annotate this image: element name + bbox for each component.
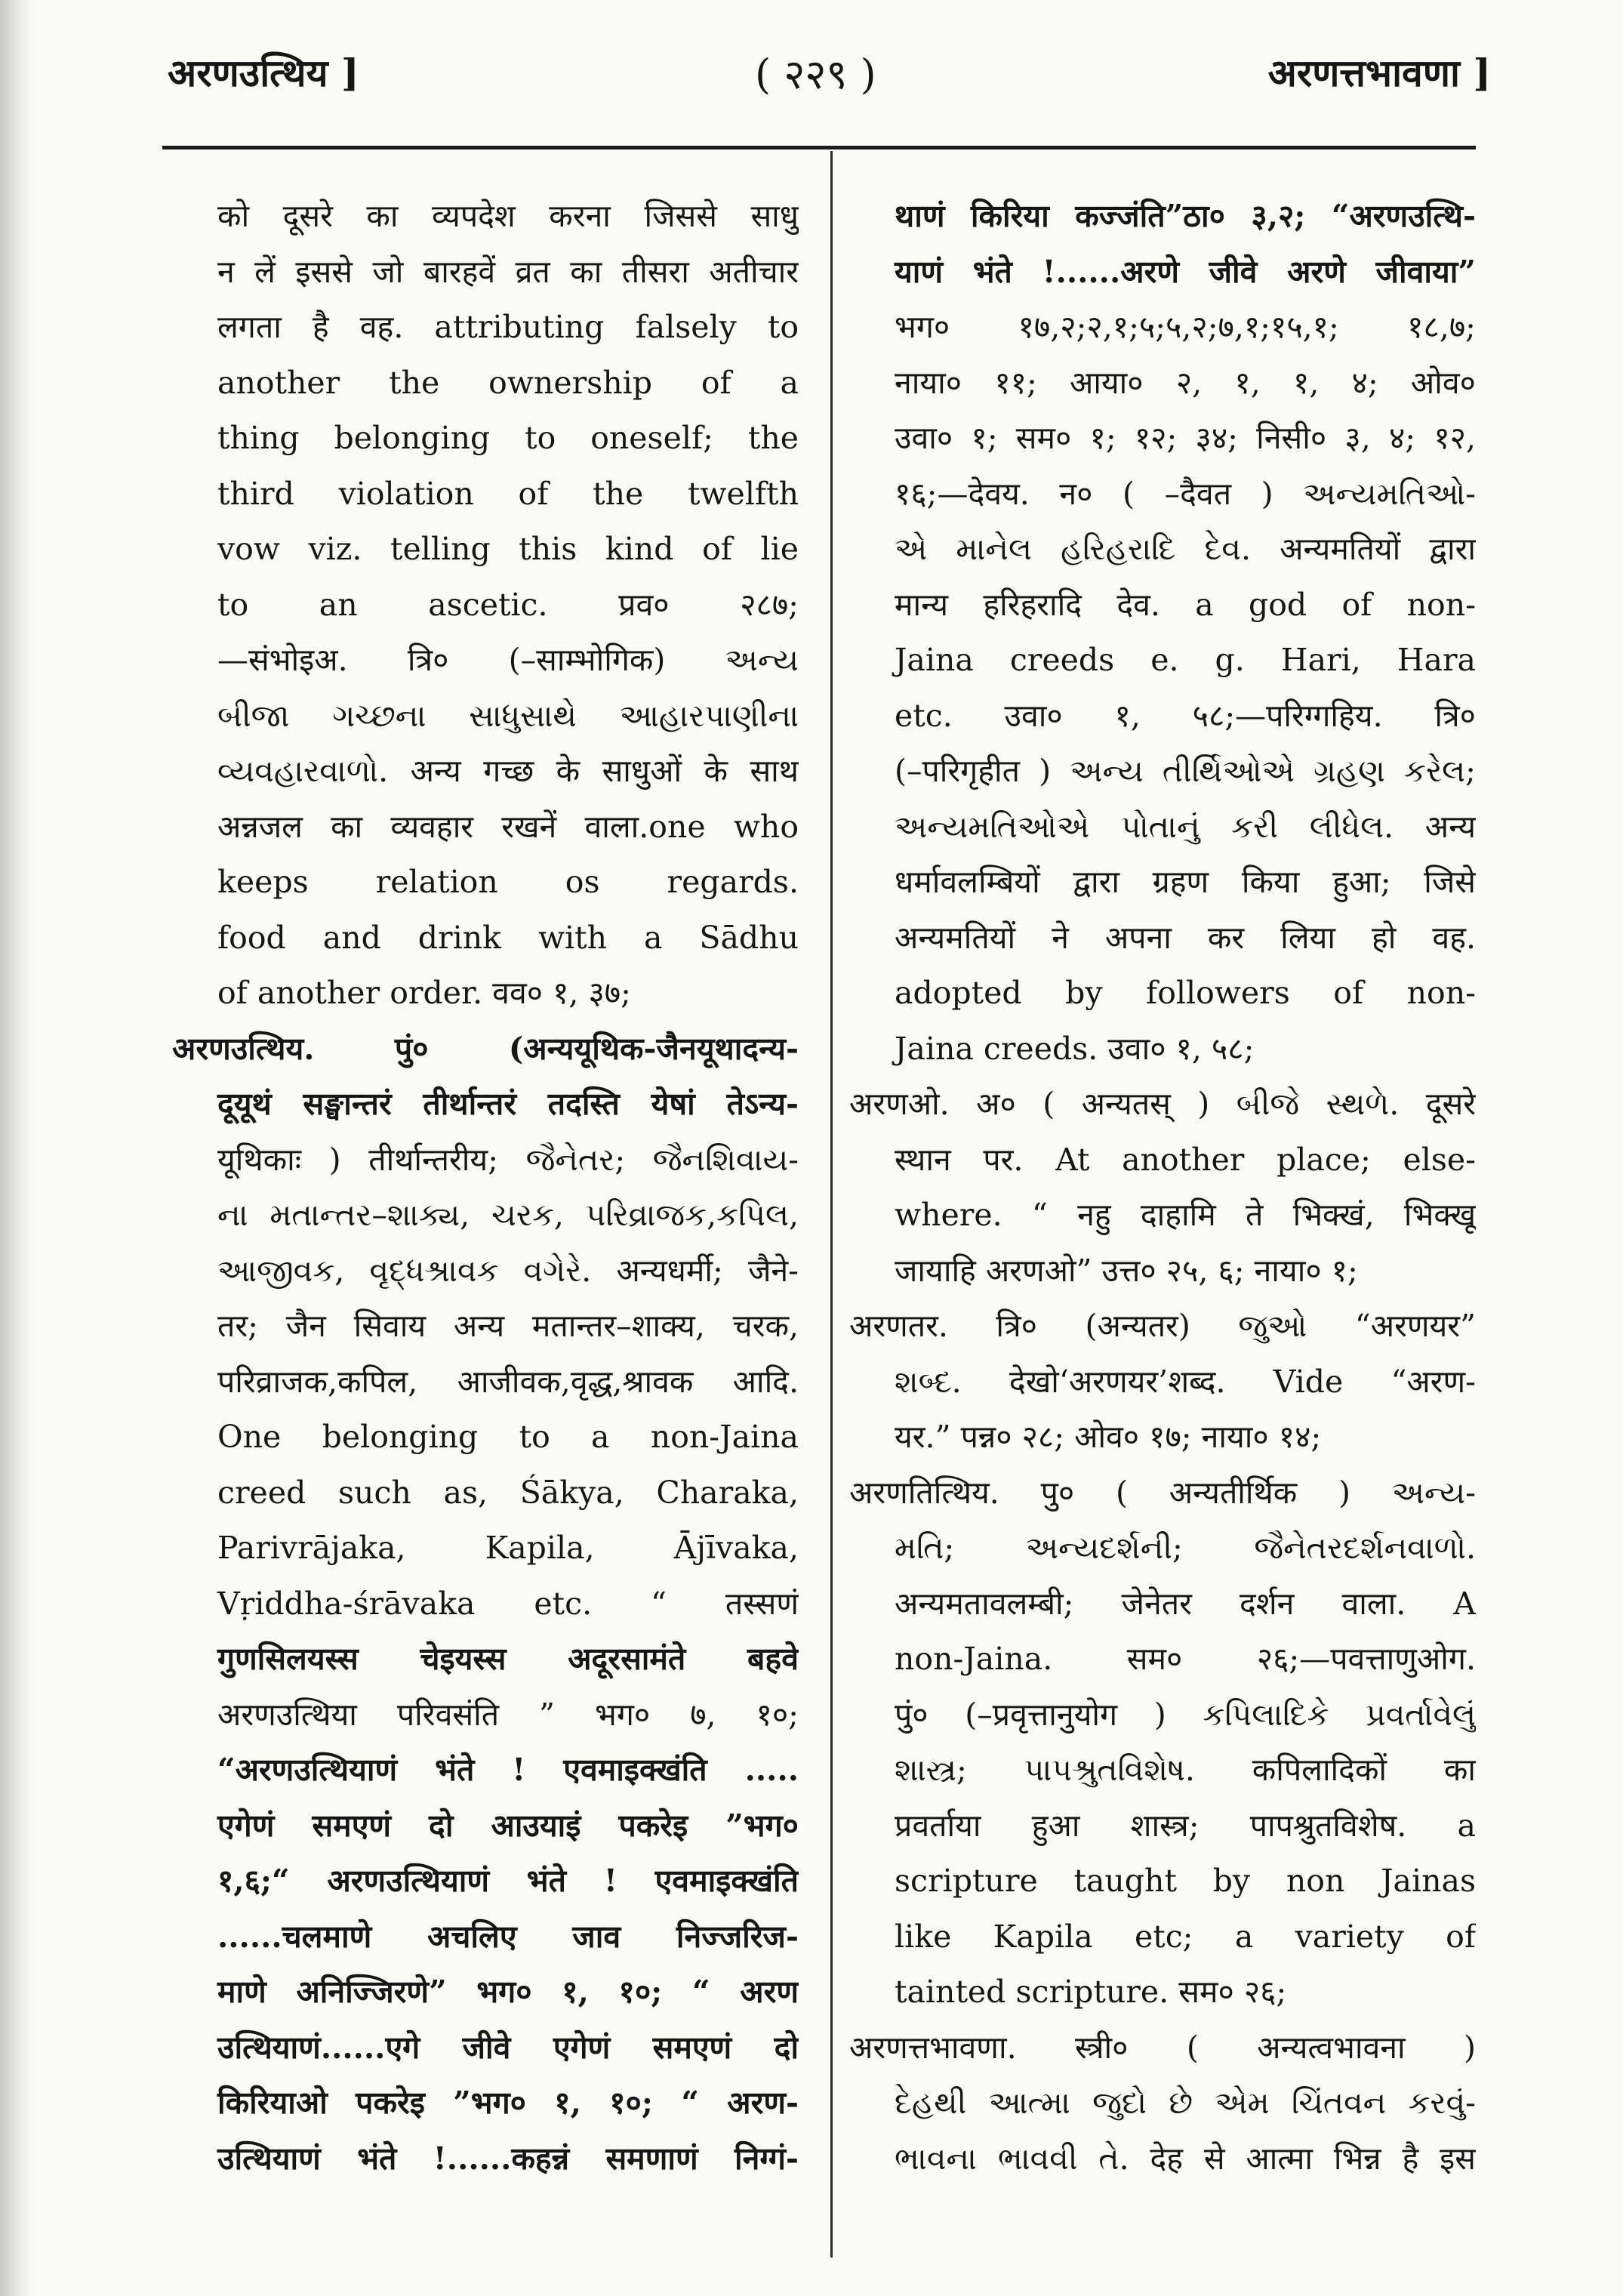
text-line: non-Jaina. सम० २६;—पवत्ताणुओग. xyxy=(895,1641,1476,1677)
text-line: third violation of the twelfth xyxy=(217,475,799,512)
entry-headword-line: अरणउत्थिय. पुं० (अन्ययूथिक-जैनयूथादन्य- xyxy=(172,1030,799,1067)
text-line: of another order. वव० १, ३७; xyxy=(217,975,631,1011)
text-line: food and drink with a Sādhu xyxy=(217,919,799,956)
entry-headword-line: अरणत्तभावणा. स्त्री० ( अन्यत्वभावना ) xyxy=(849,2029,1476,2066)
text-line: where. “ नहु दाहामि ते भिक्खं, भिक्खू xyxy=(895,1197,1476,1233)
column-divider xyxy=(830,151,833,2257)
text-line: को दूसरे का व्यपदेश करना जिससे साधु xyxy=(217,198,799,234)
text-line: દેહથી આત્મા જુદો છે એમ ચિંતવન કરવું- xyxy=(895,2085,1476,2121)
text-line: अन्यमतियों ने अपना कर लिया हो वह. xyxy=(895,919,1476,956)
text-line: धर्मावलम्बियों द्वारा ग्रहण किया हुआ; जिसे xyxy=(895,864,1476,900)
text-line: १,६;“ अरणउत्थियाणं भंते ! एवमाइक्खंति xyxy=(217,1863,799,1899)
text-line: दूयूथं सङ्घान्तरं तीर्थान्तरं तदस्ति येषां तेऽन्य- xyxy=(217,1086,799,1122)
text-line: (–परिगृहीत ) અન્ય તીર્થિઓએ ગ્રહણ કરેલ; xyxy=(895,753,1476,789)
text-line: અન્યમતિઓએ પોતાનું કરી લીધેલ. अन्य xyxy=(895,808,1476,845)
text-line: याणं भंते !......अरणे जीवे अरणे जीवाया” xyxy=(895,253,1476,290)
text-line: परिव्राजक,कपिल, आजीवक,वृद्ध,श्रावक आदि. xyxy=(217,1363,799,1400)
text-line: अरणउत्थिया परिवसंति ” भग० ७, १०; xyxy=(217,1696,799,1733)
text-line: ના મતાન્તર–શાક્ય, ચરક, પરિવ્રાજક,કપિલ, xyxy=(217,1197,799,1233)
text-line: thing belonging to oneself; the xyxy=(217,420,799,456)
text-line: another the ownership of a xyxy=(217,364,799,401)
running-head-left: अरणउत्थिय ] xyxy=(168,51,359,95)
text-line: Jaina creeds. उवा० १, ५८; xyxy=(895,1030,1255,1067)
text-line: ભાવના ભાવવી તે. देह से आत्मा भिन्न है इस xyxy=(895,2140,1476,2177)
text-line: एगेणं समएणं दो आउयाइं पकरेइ ”भग० xyxy=(217,1807,799,1844)
scan-edge-shadow xyxy=(0,0,35,2296)
text-line: મતિ; અન્યદર્શની; જૈનેતરદર્શનવાળો. xyxy=(895,1530,1476,1566)
right-column xyxy=(849,189,1476,2187)
text-line: to an ascetic. प्रव० २८७; xyxy=(217,586,799,623)
text-line: One belonging to a non-Jaina xyxy=(217,1419,799,1455)
text-line: उवा० १; सम० १; १२; ३४; निसी० ३, ४; १२, xyxy=(895,420,1476,456)
text-line: keeps relation os regards. xyxy=(217,864,799,900)
text-line: Jaina creeds e. g. Hari, Hara xyxy=(895,642,1476,678)
text-line: બીજા ગચ્છના સાધુસાથે આહારપાણીના xyxy=(217,697,799,734)
text-line: स्थान पर. At another place; else- xyxy=(895,1141,1476,1178)
text-line: Vṛiddha-śrāvaka etc. “ तस्सणं xyxy=(217,1585,799,1622)
text-line: ......चलमाणे अचलिए जाव निज्जरिज- xyxy=(217,1918,799,1955)
text-line: vow viz. telling this kind of lie xyxy=(217,531,799,567)
text-line: प्रवर्ताया हुआ शास्त्र; पापश्रुतविशेष. a xyxy=(895,1807,1476,1844)
text-line: उत्थियाणं भंते !......कहन्नं समणाणं निग्गं- xyxy=(217,2140,799,2177)
entry-headword-line: अरणओ. अ० ( अन्यतस् ) બીજે સ્થળે. दूसरे xyxy=(849,1086,1476,1122)
text-line: વ્યવહારવાળો. अन्य गच्छ के साधुओं के साथ xyxy=(217,753,799,789)
text-line: tainted scripture. सम० २६; xyxy=(895,1974,1287,2010)
text-line: तर; जैन सिवाय अन्य मतान्तर–शाक्य, चरक, xyxy=(217,1308,799,1344)
running-head-right: अरणत्तभावणा ] xyxy=(1267,51,1491,95)
text-line: पुं० (–प्रवृत्तानुयोग ) કપિલાદિકે પ્રવર્તાવેલું xyxy=(895,1696,1476,1733)
text-line: नाया० ११; आया० २, १, १, ४; ओव० xyxy=(895,364,1476,401)
text-line: એ માનેલ હરિહરાદિ દેવ. अन्यमतियों द्वारा xyxy=(895,531,1476,567)
text-line: न लें इससे जो बारहवें व्रत का तीसरा अतीचार xyxy=(217,253,799,290)
text-line: શાસ્ત્ર; પાપશ્રુતવિશેષ. कपिलादिकों का xyxy=(895,1752,1476,1788)
entry-headword-line: अरणतर. त्रि० (अन्यतर) જુઓ “अरणयर” xyxy=(849,1308,1476,1344)
text-line: भग० १७,२;२,१;५;५,२;७,१;१५,१; १८,७; xyxy=(895,309,1476,345)
text-line: गुणसिलयस्स चेइयस्स अदूरसामंते बहवे xyxy=(217,1641,799,1677)
left-column xyxy=(172,189,799,2187)
text-line: अन्यमतावलम्बी; जेनेतर दर्शन वाला. A xyxy=(895,1585,1476,1622)
text-line: अन्नजल का व्यवहार रखनें वाला.one who xyxy=(217,808,799,845)
text-line: Parivrājaka, Kapila, Ājīvaka, xyxy=(217,1530,799,1566)
text-line: etc. उवा० १, ५८;—परिग्गहिय. त्रि० xyxy=(895,697,1476,734)
header-rule xyxy=(162,146,1476,149)
text-line: adopted by followers of non- xyxy=(895,975,1476,1011)
text-line: लगता है वह. attributing falsely to xyxy=(217,309,799,345)
text-line: किरियाओ पकरेइ ”भग० १, १०; “ अरण- xyxy=(217,2085,799,2121)
text-line: “अरणउत्थियाणं भंते ! एवमाइक्खंति ..... xyxy=(217,1752,799,1788)
text-line: जायाहि अरणओ” उत्त० २५, ६; नाया० १; xyxy=(895,1252,1358,1289)
text-line: उत्थियाणं......एगे जीवे एगेणं समएणं दो xyxy=(217,2029,799,2066)
page-number: ( २२९ ) xyxy=(755,51,876,98)
text-line: scripture taught by non Jainas xyxy=(895,1863,1476,1899)
entry-headword-line: अरणतित्थिय. पु० ( अन्यतीर्थिक ) અન્ય- xyxy=(849,1474,1476,1511)
text-line: यूथिकाः ) तीर्थान्तरीय; જૈનેતર; જૈનશિવાય- xyxy=(217,1141,799,1178)
text-line: थाणं किरिया कज्जंति”ठा० ३,२; “अरणउत्थि- xyxy=(895,198,1476,234)
text-line: creed such as, Śākya, Charaka, xyxy=(217,1474,799,1511)
text-line: यर.” पन्न० २८; ओव० १७; नाया० १४; xyxy=(895,1419,1322,1455)
text-line: १६;—देवय. न० ( –दैवत ) અન્યમતિઓ- xyxy=(895,475,1476,512)
text-line: like Kapila etc; a variety of xyxy=(895,1918,1476,1955)
text-line: —संभोइअ. त्रि० (–साम्भोगिक) અન્ય xyxy=(217,642,799,678)
text-line: माणे अनिज्जिरणे” भग० १, १०; “ अरण xyxy=(217,1974,799,2010)
text-line: શબ્દ. देखो‘अरणयर’शब्द. Vide “अरण- xyxy=(895,1363,1476,1400)
text-line: આજીવક, વૃદ્ધશ્રાવક વગેરે. अन्यधर्मी; जैने- xyxy=(217,1252,799,1289)
text-line: मान्य हरिहरादि देव. a god of non- xyxy=(895,586,1476,623)
